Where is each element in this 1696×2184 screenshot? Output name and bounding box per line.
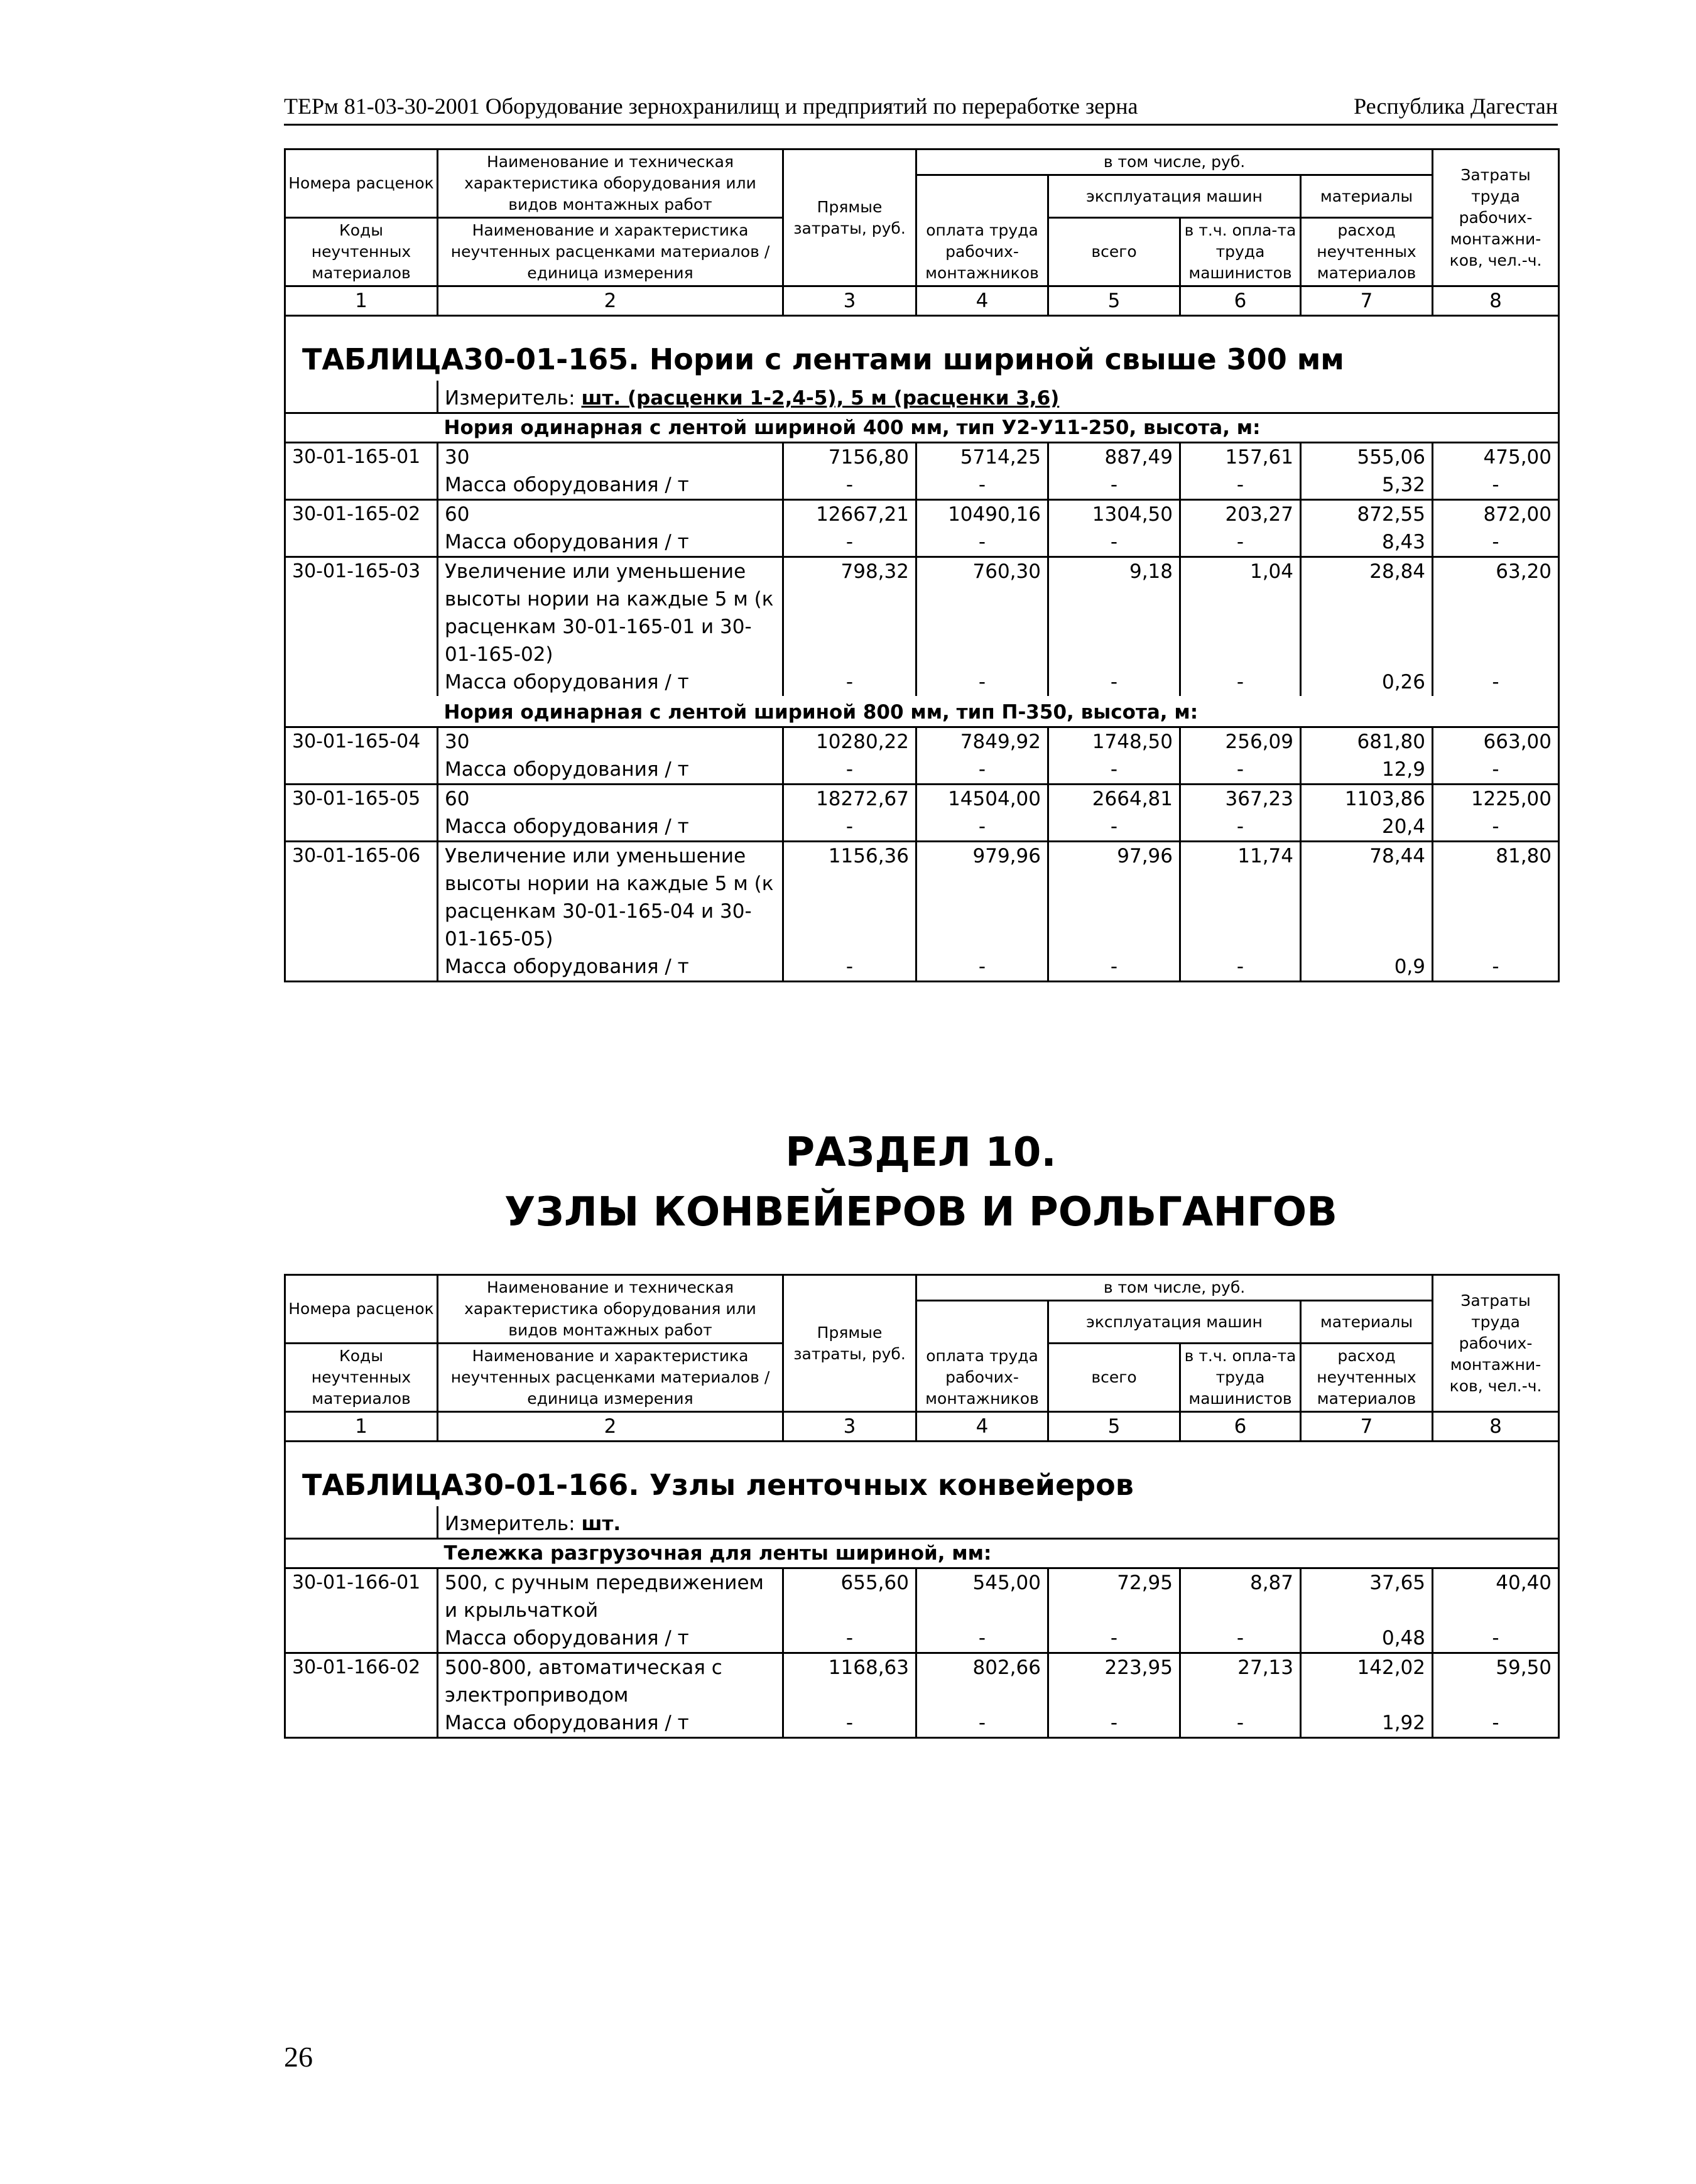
mass-value: - bbox=[1180, 668, 1301, 696]
mass-value: - bbox=[1433, 953, 1559, 982]
mass-value: - bbox=[916, 471, 1048, 500]
head-materials: материалы bbox=[1301, 175, 1433, 218]
head-labor-hours: Затраты труда рабочих-монтажни-ков, чел.-ч. bbox=[1433, 149, 1559, 286]
section-number: РАЗДЕЛ 10. bbox=[785, 1129, 1057, 1176]
labor-hours: 59,50 bbox=[1433, 1653, 1559, 1710]
head-unaccounted-name: Наименование и характеристика неучтенных расценками материалов / единица измерения bbox=[438, 218, 783, 286]
labor-hours: 40,40 bbox=[1433, 1568, 1559, 1625]
materials: 681,80 bbox=[1301, 727, 1433, 756]
mass-value: - bbox=[1433, 756, 1559, 785]
meter-label: Измеритель: bbox=[445, 1513, 575, 1535]
col-number: 3 bbox=[783, 1412, 916, 1442]
mass-value: - bbox=[783, 756, 916, 785]
mass-value: - bbox=[1180, 528, 1301, 557]
labor-pay: 5714,25 bbox=[916, 443, 1048, 472]
mass-value: 0,26 bbox=[1301, 668, 1433, 696]
machines-total: 97,96 bbox=[1048, 842, 1180, 953]
head-rate-numbers: Номера расценок bbox=[285, 1275, 438, 1344]
machines-total: 9,18 bbox=[1048, 557, 1180, 669]
mass-value: - bbox=[916, 756, 1048, 785]
rate-name: Увеличение или уменьшение высоты нории на каждые 5 м (к расценкам 30-01-165-01 и 30-01-165-02) bbox=[438, 557, 783, 669]
col-number: 6 bbox=[1180, 286, 1301, 316]
mass-value: - bbox=[1433, 813, 1559, 842]
mass-label: Масса оборудования / т bbox=[438, 1709, 783, 1738]
mass-label: Масса оборудования / т bbox=[438, 1624, 783, 1653]
operator-pay: 203,27 bbox=[1180, 500, 1301, 529]
mass-value: - bbox=[1180, 471, 1301, 500]
mass-label: Масса оборудования / т bbox=[438, 756, 783, 785]
head-unaccounted-name: Наименование и характеристика неучтенных расценками материалов / единица измерения bbox=[438, 1344, 783, 1412]
col-number: 2 bbox=[438, 286, 783, 316]
col-number: 5 bbox=[1048, 286, 1180, 316]
head-materials: материалы bbox=[1301, 1301, 1433, 1344]
operator-pay: 8,87 bbox=[1180, 1568, 1301, 1625]
head-machines: эксплуатация машин bbox=[1048, 175, 1301, 218]
operator-pay: 27,13 bbox=[1180, 1653, 1301, 1710]
table-caption-title: 30-01-165. Нории с лентами шириной свыше 300 мм bbox=[464, 342, 1344, 376]
rate-code: 30-01-165-03 bbox=[285, 557, 438, 669]
table-caption-title: 30-01-166. Узлы ленточных конвейеров bbox=[464, 1468, 1134, 1502]
head-unaccounted-codes: Коды неучтенных материалов bbox=[285, 218, 438, 286]
mass-value: - bbox=[1048, 953, 1180, 982]
mass-value: - bbox=[1180, 756, 1301, 785]
rates-table-166 bbox=[284, 1274, 1560, 1739]
mass-value: - bbox=[783, 1709, 916, 1738]
mass-value: - bbox=[783, 1624, 916, 1653]
group-heading: Тележка разгрузочная для ленты шириной, мм: bbox=[438, 1539, 1559, 1568]
col-number: 3 bbox=[783, 286, 916, 316]
head-unaccounted-consumption: расход неучтенных материалов bbox=[1301, 1344, 1433, 1412]
col-number: 8 bbox=[1433, 1412, 1559, 1442]
mass-value: - bbox=[916, 668, 1048, 696]
meter-label: Измеритель: bbox=[445, 387, 575, 410]
header-document-title: ТЕРм 81-03-30-2001 Оборудование зернохранилищ и предприятий по переработке зерна bbox=[284, 94, 1138, 119]
labor-hours: 663,00 bbox=[1433, 727, 1559, 756]
materials: 872,55 bbox=[1301, 500, 1433, 529]
mass-value: - bbox=[1048, 1709, 1180, 1738]
col-number: 2 bbox=[438, 1412, 783, 1442]
mass-value: 8,43 bbox=[1301, 528, 1433, 557]
mass-value: - bbox=[916, 528, 1048, 557]
rate-code: 30-01-165-06 bbox=[285, 842, 438, 953]
head-operator-pay: в т.ч. опла-та труда машинистов bbox=[1180, 1344, 1301, 1412]
mass-value: - bbox=[1048, 528, 1180, 557]
labor-hours: 475,00 bbox=[1433, 443, 1559, 472]
mass-value: - bbox=[1180, 1624, 1301, 1653]
table-caption bbox=[285, 1442, 1559, 1507]
mass-label: Масса оборудования / т bbox=[438, 668, 783, 696]
table-caption-prefix: ТАБЛИЦА bbox=[302, 1468, 464, 1502]
rate-name: 500-800, автоматическая с электроприводом bbox=[438, 1653, 783, 1710]
machines-total: 223,95 bbox=[1048, 1653, 1180, 1710]
operator-pay: 11,74 bbox=[1180, 842, 1301, 953]
mass-value: - bbox=[783, 471, 916, 500]
mass-value: 12,9 bbox=[1301, 756, 1433, 785]
direct-costs: 7156,80 bbox=[783, 443, 916, 472]
labor-hours: 63,20 bbox=[1433, 557, 1559, 669]
rate-name: 60 bbox=[438, 785, 783, 813]
operator-pay: 367,23 bbox=[1180, 785, 1301, 813]
direct-costs: 18272,67 bbox=[783, 785, 916, 813]
head-labor-hours: Затраты труда рабочих-монтажни-ков, чел.-ч. bbox=[1433, 1275, 1559, 1412]
materials: 1103,86 bbox=[1301, 785, 1433, 813]
rate-code: 30-01-166-02 bbox=[285, 1653, 438, 1710]
col-number: 8 bbox=[1433, 286, 1559, 316]
rate-name: 30 bbox=[438, 727, 783, 756]
mass-value: 20,4 bbox=[1301, 813, 1433, 842]
meter-value: шт. bbox=[581, 1513, 621, 1535]
rates-table-165 bbox=[284, 148, 1560, 982]
mass-value: - bbox=[916, 953, 1048, 982]
machines-total: 2664,81 bbox=[1048, 785, 1180, 813]
group-heading: Нория одинарная с лентой шириной 800 мм, тип П-350, высота, м: bbox=[438, 696, 1559, 727]
machines-total: 887,49 bbox=[1048, 443, 1180, 472]
labor-pay: 10490,16 bbox=[916, 500, 1048, 529]
rate-code: 30-01-165-05 bbox=[285, 785, 438, 813]
head-machines: эксплуатация машин bbox=[1048, 1301, 1301, 1344]
direct-costs: 1168,63 bbox=[783, 1653, 916, 1710]
materials: 37,65 bbox=[1301, 1568, 1433, 1625]
rate-code: 30-01-166-01 bbox=[285, 1568, 438, 1625]
machines-total: 1304,50 bbox=[1048, 500, 1180, 529]
rate-code: 30-01-165-01 bbox=[285, 443, 438, 472]
head-machines-total: всего bbox=[1048, 218, 1180, 286]
col-number: 4 bbox=[916, 1412, 1048, 1442]
mass-value: - bbox=[1433, 668, 1559, 696]
head-machines-total: всего bbox=[1048, 1344, 1180, 1412]
mass-value: 1,92 bbox=[1301, 1709, 1433, 1738]
labor-pay: 760,30 bbox=[916, 557, 1048, 669]
running-header bbox=[284, 93, 1558, 126]
meter-value: шт. (расценки 1-2,4-5), 5 м (расценки 3,6) bbox=[581, 387, 1060, 410]
mass-value: - bbox=[783, 528, 916, 557]
col-number: 7 bbox=[1301, 286, 1433, 316]
mass-value: - bbox=[916, 813, 1048, 842]
direct-costs: 1156,36 bbox=[783, 842, 916, 953]
operator-pay: 157,61 bbox=[1180, 443, 1301, 472]
labor-pay: 7849,92 bbox=[916, 727, 1048, 756]
mass-label: Масса оборудования / т bbox=[438, 813, 783, 842]
labor-pay: 545,00 bbox=[916, 1568, 1048, 1625]
table-caption bbox=[285, 316, 1559, 381]
labor-hours: 81,80 bbox=[1433, 842, 1559, 953]
head-labor-pay: оплата труда рабочих-монтажников bbox=[916, 1301, 1048, 1412]
rate-code: 30-01-165-04 bbox=[285, 727, 438, 756]
head-unaccounted-codes: Коды неучтенных материалов bbox=[285, 1344, 438, 1412]
materials: 555,06 bbox=[1301, 443, 1433, 472]
mass-value: - bbox=[916, 1709, 1048, 1738]
table-meter bbox=[438, 1506, 1559, 1539]
col-number: 5 bbox=[1048, 1412, 1180, 1442]
col-number: 4 bbox=[916, 286, 1048, 316]
labor-hours: 872,00 bbox=[1433, 500, 1559, 529]
materials: 78,44 bbox=[1301, 842, 1433, 953]
machines-total: 72,95 bbox=[1048, 1568, 1180, 1625]
direct-costs: 655,60 bbox=[783, 1568, 916, 1625]
head-name: Наименование и техническая характеристика оборудования или видов монтажных работ bbox=[438, 149, 783, 218]
col-number: 7 bbox=[1301, 1412, 1433, 1442]
rate-name: 60 bbox=[438, 500, 783, 529]
direct-costs: 10280,22 bbox=[783, 727, 916, 756]
labor-pay: 14504,00 bbox=[916, 785, 1048, 813]
section-title: УЗЛЫ КОНВЕЙЕРОВ И РОЛЬГАНГОВ bbox=[504, 1189, 1337, 1236]
header-region: Республика Дагестан bbox=[1354, 94, 1558, 119]
operator-pay: 1,04 bbox=[1180, 557, 1301, 669]
mass-value: 0,48 bbox=[1301, 1624, 1433, 1653]
head-in-total: в том числе, руб. bbox=[916, 1275, 1433, 1301]
mass-value: - bbox=[1433, 528, 1559, 557]
rate-name: Увеличение или уменьшение высоты нории на каждые 5 м (к расценкам 30-01-165-04 и 30-01-165-05) bbox=[438, 842, 783, 953]
materials: 28,84 bbox=[1301, 557, 1433, 669]
head-labor-pay: оплата труда рабочих-монтажников bbox=[916, 175, 1048, 286]
mass-value: - bbox=[783, 953, 916, 982]
mass-label: Масса оборудования / т bbox=[438, 471, 783, 500]
mass-value: - bbox=[1048, 756, 1180, 785]
direct-costs: 12667,21 bbox=[783, 500, 916, 529]
col-number: 6 bbox=[1180, 1412, 1301, 1442]
mass-value: 5,32 bbox=[1301, 471, 1433, 500]
machines-total: 1748,50 bbox=[1048, 727, 1180, 756]
head-direct-costs: Прямые затраты, руб. bbox=[783, 149, 916, 286]
mass-value: - bbox=[916, 1624, 1048, 1653]
head-rate-numbers: Номера расценок bbox=[285, 149, 438, 218]
mass-value: - bbox=[1433, 471, 1559, 500]
mass-value: - bbox=[1048, 813, 1180, 842]
rate-name: 30 bbox=[438, 443, 783, 472]
mass-value: - bbox=[783, 668, 916, 696]
head-unaccounted-consumption: расход неучтенных материалов bbox=[1301, 218, 1433, 286]
rate-name: 500, с ручным передвижением и крыльчаткой bbox=[438, 1568, 783, 1625]
labor-pay: 979,96 bbox=[916, 842, 1048, 953]
labor-hours: 1225,00 bbox=[1433, 785, 1559, 813]
mass-value: - bbox=[783, 813, 916, 842]
head-direct-costs: Прямые затраты, руб. bbox=[783, 1275, 916, 1412]
page-number: 26 bbox=[284, 2041, 313, 2073]
table-meter bbox=[438, 381, 1559, 413]
head-name: Наименование и техническая характеристика оборудования или видов монтажных работ bbox=[438, 1275, 783, 1344]
mass-value: - bbox=[1433, 1624, 1559, 1653]
mass-value: - bbox=[1180, 953, 1301, 982]
mass-label: Масса оборудования / т bbox=[438, 953, 783, 982]
head-operator-pay: в т.ч. опла-та труда машинистов bbox=[1180, 218, 1301, 286]
mass-value: 0,9 bbox=[1301, 953, 1433, 982]
mass-value: - bbox=[1048, 1624, 1180, 1653]
direct-costs: 798,32 bbox=[783, 557, 916, 669]
mass-value: - bbox=[1180, 1709, 1301, 1738]
table-caption-prefix: ТАБЛИЦА bbox=[302, 342, 464, 376]
mass-value: - bbox=[1048, 668, 1180, 696]
rate-code: 30-01-165-02 bbox=[285, 500, 438, 529]
mass-value: - bbox=[1433, 1709, 1559, 1738]
operator-pay: 256,09 bbox=[1180, 727, 1301, 756]
labor-pay: 802,66 bbox=[916, 1653, 1048, 1710]
col-number: 1 bbox=[285, 286, 438, 316]
group-heading: Нория одинарная с лентой шириной 400 мм, тип У2-У11-250, высота, м: bbox=[438, 413, 1559, 443]
mass-value: - bbox=[1180, 813, 1301, 842]
mass-value: - bbox=[1048, 471, 1180, 500]
materials: 142,02 bbox=[1301, 1653, 1433, 1710]
mass-label: Масса оборудования / т bbox=[438, 528, 783, 557]
head-in-total: в том числе, руб. bbox=[916, 149, 1433, 175]
col-number: 1 bbox=[285, 1412, 438, 1442]
